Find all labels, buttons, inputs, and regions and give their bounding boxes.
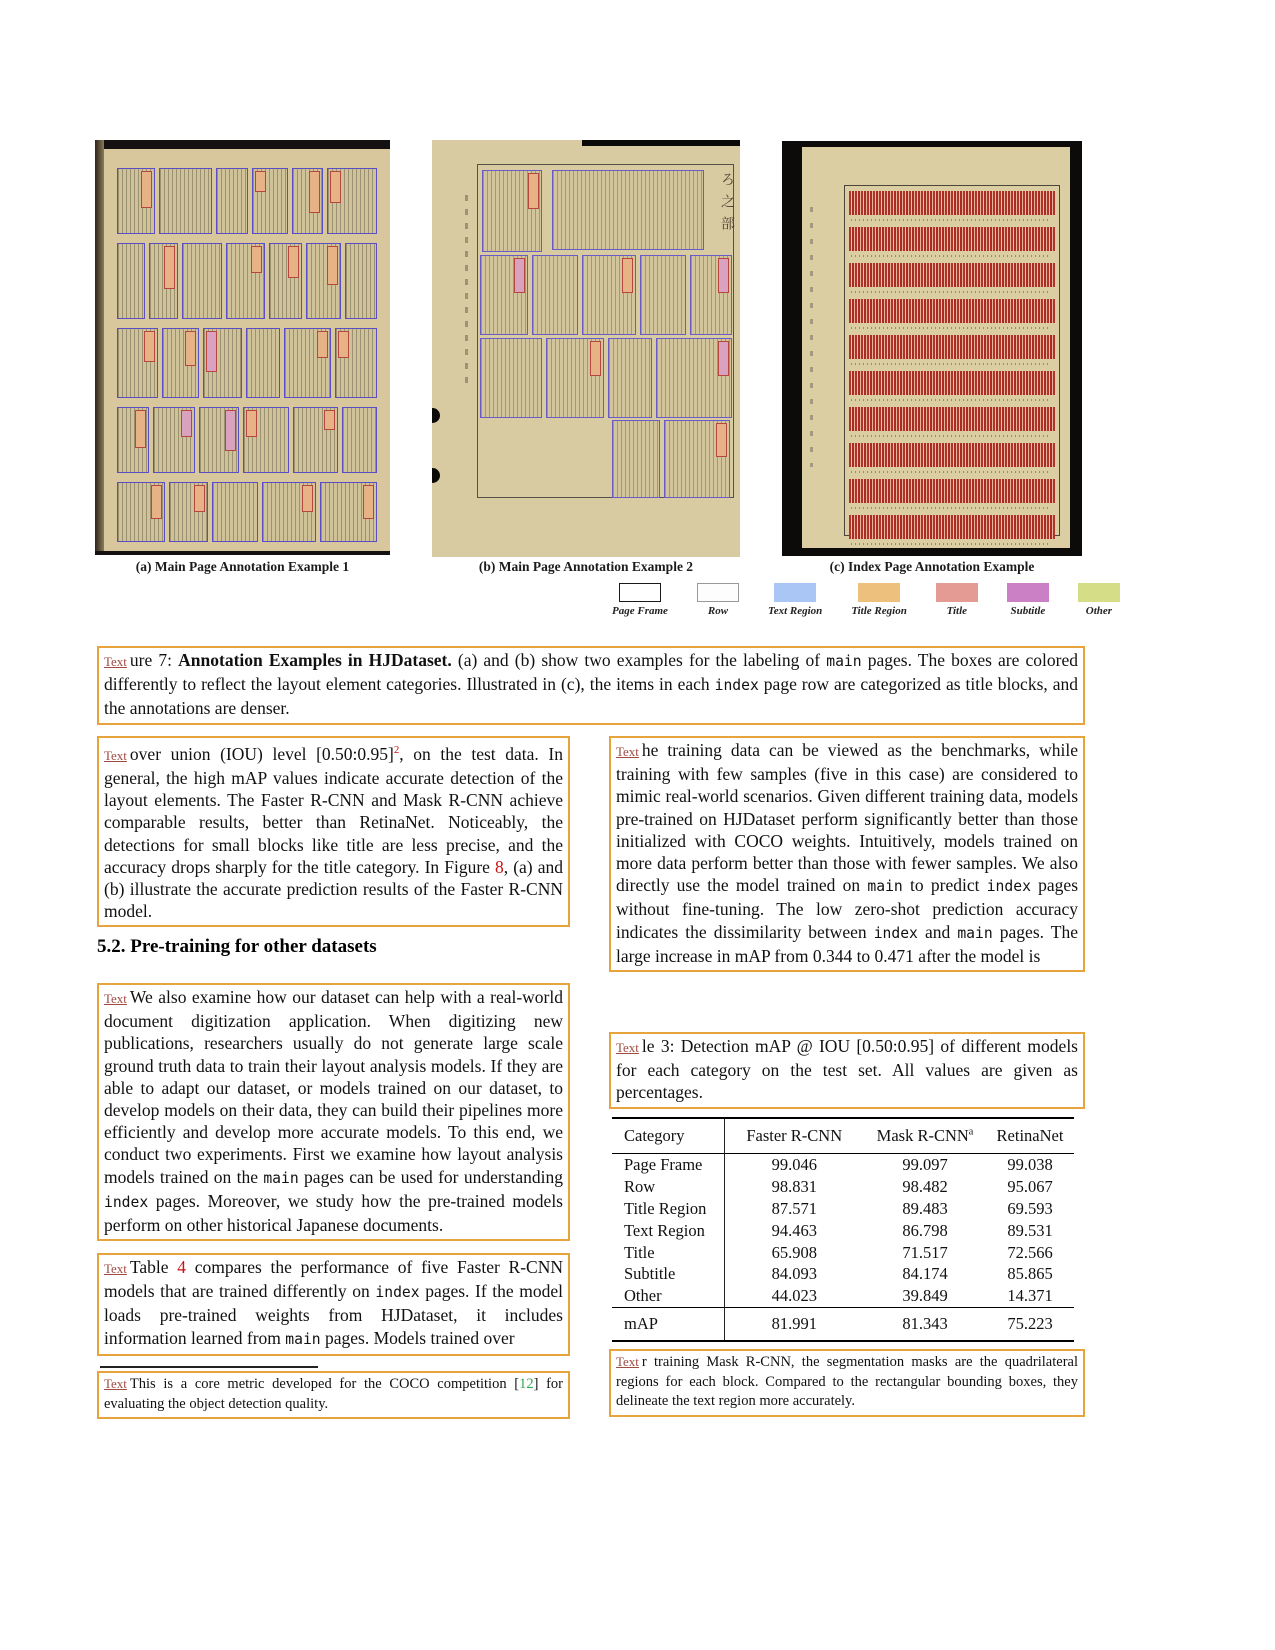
annotation-label: Text <box>104 1261 127 1276</box>
text-region-box <box>246 328 280 398</box>
title-region-box <box>338 331 349 358</box>
title-region-box <box>327 246 338 285</box>
table-cell: Row <box>612 1176 724 1198</box>
text-segment: pages. Moreover, we study how the pre-trained models perform on other historical Japanese documents. <box>104 1190 563 1236</box>
right-paragraph-1-annotation-box <box>609 736 1085 972</box>
table3-caption-annotation-box <box>609 1032 1085 1109</box>
legend-label: Title Region <box>851 605 907 617</box>
table-cell: 72.566 <box>1007 1242 1053 1262</box>
text-segment: pages without fine-tuning. The low zero-shot prediction accuracy indicates the dissimilarity between <box>616 875 1079 942</box>
table3-body <box>612 1154 1074 1308</box>
left-footnote <box>104 1376 563 1412</box>
annotation-label: Text <box>616 1040 639 1055</box>
table-row <box>612 1154 1074 1176</box>
text-segment: index <box>986 878 1031 896</box>
text-region-box <box>284 328 332 398</box>
title-region-box <box>151 485 162 519</box>
table-cell: 99.038 <box>1007 1154 1053 1174</box>
text-segment: pages can be used for understanding <box>298 1166 563 1187</box>
left-paragraph-2-annotation-box <box>97 983 570 1241</box>
text-region-box <box>482 170 542 252</box>
row-separator-dots <box>851 435 1049 437</box>
footnote-rule <box>100 1366 318 1368</box>
table3-caption <box>616 1036 1078 1102</box>
legend-swatch <box>697 583 739 602</box>
text-region-box <box>159 168 212 234</box>
title-region-box <box>324 410 335 430</box>
table-cell: 89.531 <box>1007 1220 1053 1240</box>
text-segment: compares the performance of five Faster R-CNN models that are trained differently on <box>104 1257 563 1302</box>
legend-swatch <box>1078 583 1120 602</box>
table-header-cell: Faster R-CNN <box>746 1126 843 1145</box>
title-region-box <box>317 331 328 358</box>
text-segment: page row are categorized as title blocks, and the annotations are denser. <box>104 674 1078 719</box>
text-segment: pages. The boxes are colored differently to reflect the layout element categories. Illustrated in (c), the items in each <box>104 650 1079 695</box>
text-region-box <box>532 255 578 335</box>
text-segment: ure 7: <box>129 650 179 670</box>
text-region-box <box>169 482 208 542</box>
figure-ref-link[interactable]: 4 <box>177 1257 187 1277</box>
table-cell: 65.908 <box>771 1242 817 1262</box>
title-region-box <box>135 410 146 448</box>
annotation-label: Text <box>616 744 639 759</box>
vertical-index-heading: ろ之部 <box>719 172 734 238</box>
title-region-box <box>194 485 205 512</box>
table-row <box>612 1220 1074 1242</box>
text-segment: index <box>104 1193 149 1211</box>
text-region-box <box>293 407 338 473</box>
title-region-box <box>622 258 633 293</box>
text-segment: ] for evaluating the object detection quality. <box>104 1376 563 1412</box>
table-header-cell: Mask R-CNN$^a$ <box>876 1126 974 1145</box>
text-segment: , on the test data. In general, the high mAP values indicate accurate detection of the layout elements. The Faster R-CNN and Mask R-CNN achieve comparable results, better than RetinaNet. Noticeably, the detections for small blocks like title are less precise, and the accuracy drops sharply for the title category. In Figure <box>104 743 563 877</box>
text-segment: 2 <box>393 744 400 756</box>
text-region-box <box>199 407 239 473</box>
legend-label: Title <box>946 605 968 617</box>
legend-swatch <box>936 583 978 602</box>
text-segment: index <box>714 677 759 695</box>
legend-swatch <box>1007 583 1049 602</box>
title-region-box <box>246 410 257 437</box>
text-segment: This is a core metric developed for the COCO competition [ <box>129 1376 520 1392</box>
text-block-row <box>117 168 377 234</box>
index-row-title-blocks <box>849 299 1055 323</box>
title-region-box <box>309 171 320 213</box>
index-row-title-blocks <box>849 371 1055 395</box>
table-header-cell: Category <box>612 1118 724 1154</box>
text-region-box <box>640 255 686 335</box>
index-row-title-blocks <box>849 227 1055 251</box>
legend-label: Row <box>707 605 729 617</box>
text-segment: r training Mask R-CNN, the segmentation masks are the quadrilateral regions for each block. Compared to the rectangular bounding boxes, they delineate the text region more accurately. <box>616 1354 1078 1409</box>
annotation-example-image-b <box>432 140 740 557</box>
index-row-title-blocks <box>849 443 1055 467</box>
annotation-label: Text <box>104 654 127 669</box>
table-cell: 44.023 <box>771 1286 817 1306</box>
subcaption-c: (c) Index Page Annotation Example <box>829 559 1035 574</box>
legend-item <box>697 583 739 617</box>
row-separator-dots <box>851 507 1049 509</box>
title-region-box <box>302 485 313 512</box>
text-region-box <box>552 170 704 250</box>
figure-legend <box>612 583 1120 617</box>
text-region-box <box>117 168 155 234</box>
photo-edge <box>95 140 104 555</box>
text-segment: main <box>867 878 903 896</box>
title-region-box <box>288 246 299 278</box>
table-cell: 14.371 <box>1007 1286 1053 1306</box>
table-cell: 84.093 <box>771 1264 817 1284</box>
table-cell: Subtitle <box>612 1263 724 1285</box>
row-separator-dots <box>851 255 1049 257</box>
table-footer-cell: 75.223 <box>1007 1314 1053 1334</box>
index-row-title-blocks <box>849 515 1055 539</box>
table-cell: Title Region <box>612 1198 724 1220</box>
table-row <box>612 1242 1074 1264</box>
text-region-box <box>117 407 149 473</box>
subcaption-a: (a) Main Page Annotation Example 1 <box>135 559 350 574</box>
title-region-box <box>718 258 729 293</box>
text-region-box <box>480 255 528 335</box>
text-segment: pages. If the model loads pre-trained weights from HJDataset, it includes information learned from <box>104 1281 564 1348</box>
annotation-label: Text <box>104 1376 127 1391</box>
text-segment: Annotation Examples in HJDataset. <box>178 650 452 670</box>
left-paragraph-1-annotation-box <box>97 736 570 927</box>
legend-item <box>1078 583 1120 617</box>
table-footer-cell: 81.991 <box>771 1314 817 1334</box>
row-separator-dots <box>851 471 1049 473</box>
text-region-box <box>582 255 636 335</box>
row-separator-dots <box>851 219 1049 221</box>
figure7-caption <box>104 650 1078 718</box>
legend-label: Text Region <box>767 605 823 617</box>
text-segment: main <box>957 924 993 942</box>
legend-swatch <box>858 583 900 602</box>
annotation-example-image-a <box>95 140 390 555</box>
annotation-label: Text <box>616 1354 639 1369</box>
table3-footnote <box>616 1354 1078 1409</box>
row-separator-dots <box>851 543 1049 545</box>
table-row <box>612 1176 1074 1198</box>
legend-item <box>1007 583 1049 617</box>
table-cell: Text Region <box>612 1220 724 1242</box>
table-cell: 94.463 <box>771 1220 817 1240</box>
text-region-box <box>480 338 542 418</box>
table-cell: 84.174 <box>902 1264 948 1284</box>
annotation-label: Text <box>104 747 127 763</box>
text-region-box <box>306 243 342 319</box>
table-cell: 71.517 <box>902 1242 948 1262</box>
text-region-box <box>216 168 248 234</box>
figure-ref-link[interactable]: 8 <box>495 856 504 877</box>
text-region-box <box>335 328 377 398</box>
photo-edge <box>95 551 390 555</box>
legend-item <box>936 583 978 617</box>
annotation-example-image-c <box>782 141 1082 556</box>
figure7-caption-annotation-box <box>97 646 1085 725</box>
index-row-title-blocks <box>849 263 1055 287</box>
title-region-box <box>185 331 196 366</box>
table-cell: 98.831 <box>771 1176 817 1196</box>
index-row-title-blocks <box>849 407 1055 431</box>
text-region-box <box>226 243 265 319</box>
scanned-page-c <box>802 147 1070 548</box>
index-row-title-blocks <box>849 335 1055 359</box>
legend-swatch <box>619 583 661 602</box>
legend-label: Subtitle <box>1010 605 1046 617</box>
legend-label: Page Frame <box>612 605 668 617</box>
text-region-box <box>612 420 660 498</box>
table-row <box>612 1198 1074 1220</box>
table3-detection-map <box>612 1117 1074 1342</box>
table-footer-cell: mAP <box>612 1308 724 1342</box>
text-block-row <box>117 243 377 319</box>
table-cell: 85.865 <box>1007 1264 1053 1284</box>
title-region-box <box>363 485 374 519</box>
title-region-box <box>718 341 729 376</box>
margin-text-marks <box>465 195 468 385</box>
text-region-box <box>342 407 377 473</box>
table-cell: 39.849 <box>902 1286 948 1306</box>
table-cell: 89.483 <box>902 1198 948 1218</box>
section-heading-5-2: 5.2. Pre-training for other datasets <box>97 936 377 957</box>
row-separator-dots <box>851 363 1049 365</box>
text-segment: main <box>285 1330 321 1348</box>
table-row <box>612 1263 1074 1285</box>
text-segment: and <box>917 921 958 942</box>
title-region-box <box>514 258 525 293</box>
title-region-box <box>141 171 152 208</box>
title-region-box <box>164 246 175 289</box>
text-region-box <box>162 328 199 398</box>
table-header-row <box>612 1118 1074 1154</box>
text-segment: (a) and (b) show two examples for the labeling of <box>451 650 827 670</box>
table-cell: 99.046 <box>771 1154 817 1174</box>
table-cell: Page Frame <box>612 1154 724 1176</box>
text-block-row <box>117 482 377 542</box>
table-row <box>612 1285 1074 1307</box>
text-region-box <box>203 328 242 398</box>
text-region-box <box>345 243 377 319</box>
text-segment: , (a) and (b) illustrate the accurate prediction results of the Faster R-CNN model. <box>104 856 563 922</box>
text-segment: pages. Models trained over <box>320 1327 515 1348</box>
table-header-cell: RetinaNet <box>996 1126 1064 1145</box>
title-region-box <box>251 246 262 273</box>
text-region-box <box>153 407 196 473</box>
annotation-label: Text <box>104 991 127 1006</box>
right-paragraph-1 <box>616 740 1078 966</box>
row-separator-dots <box>851 399 1049 401</box>
table-cell: 95.067 <box>1007 1176 1053 1196</box>
table-footer-cell: 81.343 <box>902 1314 948 1334</box>
text-region-box <box>664 420 730 498</box>
text-region-box <box>182 243 222 319</box>
left-paragraph-2 <box>104 987 563 1235</box>
title-region-box <box>181 410 192 437</box>
table-cell: 69.593 <box>1007 1198 1053 1218</box>
text-region-box <box>546 338 604 418</box>
title-region-box <box>330 171 341 203</box>
table3-footer <box>612 1308 1074 1342</box>
text-segment: he training data can be viewed as the benchmarks, while training with few samples (five in this case) are considered to mimic real-world scenarios. Given different training data, models pre-trained on HJDataset perform significantly better than those initialized with COCO weights. Intuitively, models trained on more data perform better than those with fewer samples. We also directly use the model trained on <box>616 740 1078 896</box>
text-region-box <box>252 168 288 234</box>
text-segment: to predict <box>902 875 987 896</box>
table-cell: 98.482 <box>902 1176 948 1196</box>
text-segment: main <box>826 653 862 670</box>
table3-header <box>612 1118 1074 1154</box>
legend-label: Other <box>1085 605 1113 617</box>
text-region-box <box>320 482 377 542</box>
text-segment: pages. The large increase in mAP from 0.344 to 0.471 after the model is <box>616 921 1078 966</box>
binding-hole <box>432 408 440 423</box>
text-segment: index <box>375 1284 420 1302</box>
text-region-box <box>212 482 258 542</box>
title-region-box <box>590 341 601 376</box>
text-segment: over union (IOU) level [0.50:0.95] <box>129 743 394 764</box>
index-page-annotations <box>844 185 1060 536</box>
title-region-box <box>716 423 727 457</box>
photo-edge <box>582 140 740 146</box>
title-region-box <box>225 410 236 451</box>
title-region-box <box>144 331 155 362</box>
table-cell: Other <box>612 1285 724 1307</box>
margin-text-marks <box>810 207 813 467</box>
index-row-title-blocks <box>849 191 1055 215</box>
text-region-box <box>262 482 316 542</box>
text-block-row <box>117 407 377 473</box>
scanned-page-a <box>107 152 387 549</box>
text-segment: Table <box>129 1257 178 1277</box>
citation-link[interactable]: 12 <box>519 1376 534 1392</box>
binding-hole <box>432 468 440 483</box>
title-region-box <box>528 173 539 209</box>
index-row-title-blocks <box>849 479 1055 503</box>
table-cell: Title <box>612 1242 724 1264</box>
text-segment: We also examine how our dataset can help with a real-world document digitization application. When digitizing new publications, researchers usually do not generate large scale ground truth data to train their layout analysis models. If they are able to adapt our dataset, or models trained on our dataset, to develop models on their data, they can build their pipelines more efficiently and develop more accurate models. To this end, we conduct two experiments. First we examine how layout analysis models trained on the <box>104 987 563 1187</box>
left-paragraph-3 <box>104 1257 563 1348</box>
text-region-box <box>292 168 323 234</box>
text-region-box <box>690 255 732 335</box>
table-cell: 87.571 <box>771 1198 817 1218</box>
text-block-row <box>117 328 377 398</box>
table3-footnote-annotation-box <box>609 1349 1085 1417</box>
row-separator-dots <box>851 327 1049 329</box>
text-region-box <box>149 243 178 319</box>
table-cell: 86.798 <box>902 1220 948 1240</box>
left-paragraph-3-annotation-box <box>97 1253 570 1356</box>
photo-edge <box>95 140 390 149</box>
text-segment: index <box>873 924 918 942</box>
text-region-box <box>243 407 288 473</box>
title-region-box <box>206 331 217 372</box>
text-region-box <box>608 338 652 418</box>
text-segment: main <box>263 1169 299 1187</box>
text-region-box <box>269 243 302 319</box>
legend-swatch <box>774 583 816 602</box>
left-footnote-annotation-box <box>97 1371 570 1419</box>
legend-item <box>612 583 668 617</box>
legend-item <box>768 583 822 617</box>
text-region-box <box>117 243 145 319</box>
table-footer-row <box>612 1308 1074 1342</box>
text-region-box <box>656 338 732 418</box>
text-segment: le 3: Detection mAP @ IOU [0.50:0.95] of different models for each category on the test set. All values are given as percentages. <box>616 1036 1078 1103</box>
text-region-box <box>327 168 377 234</box>
left-paragraph-1 <box>104 744 563 921</box>
row-separator-dots <box>851 291 1049 293</box>
text-region-box <box>117 328 158 398</box>
title-region-box <box>255 171 266 192</box>
legend-item <box>851 583 907 617</box>
text-region-box <box>117 482 165 542</box>
table-cell: 99.097 <box>902 1154 948 1174</box>
subcaption-b: (b) Main Page Annotation Example 2 <box>478 559 694 574</box>
